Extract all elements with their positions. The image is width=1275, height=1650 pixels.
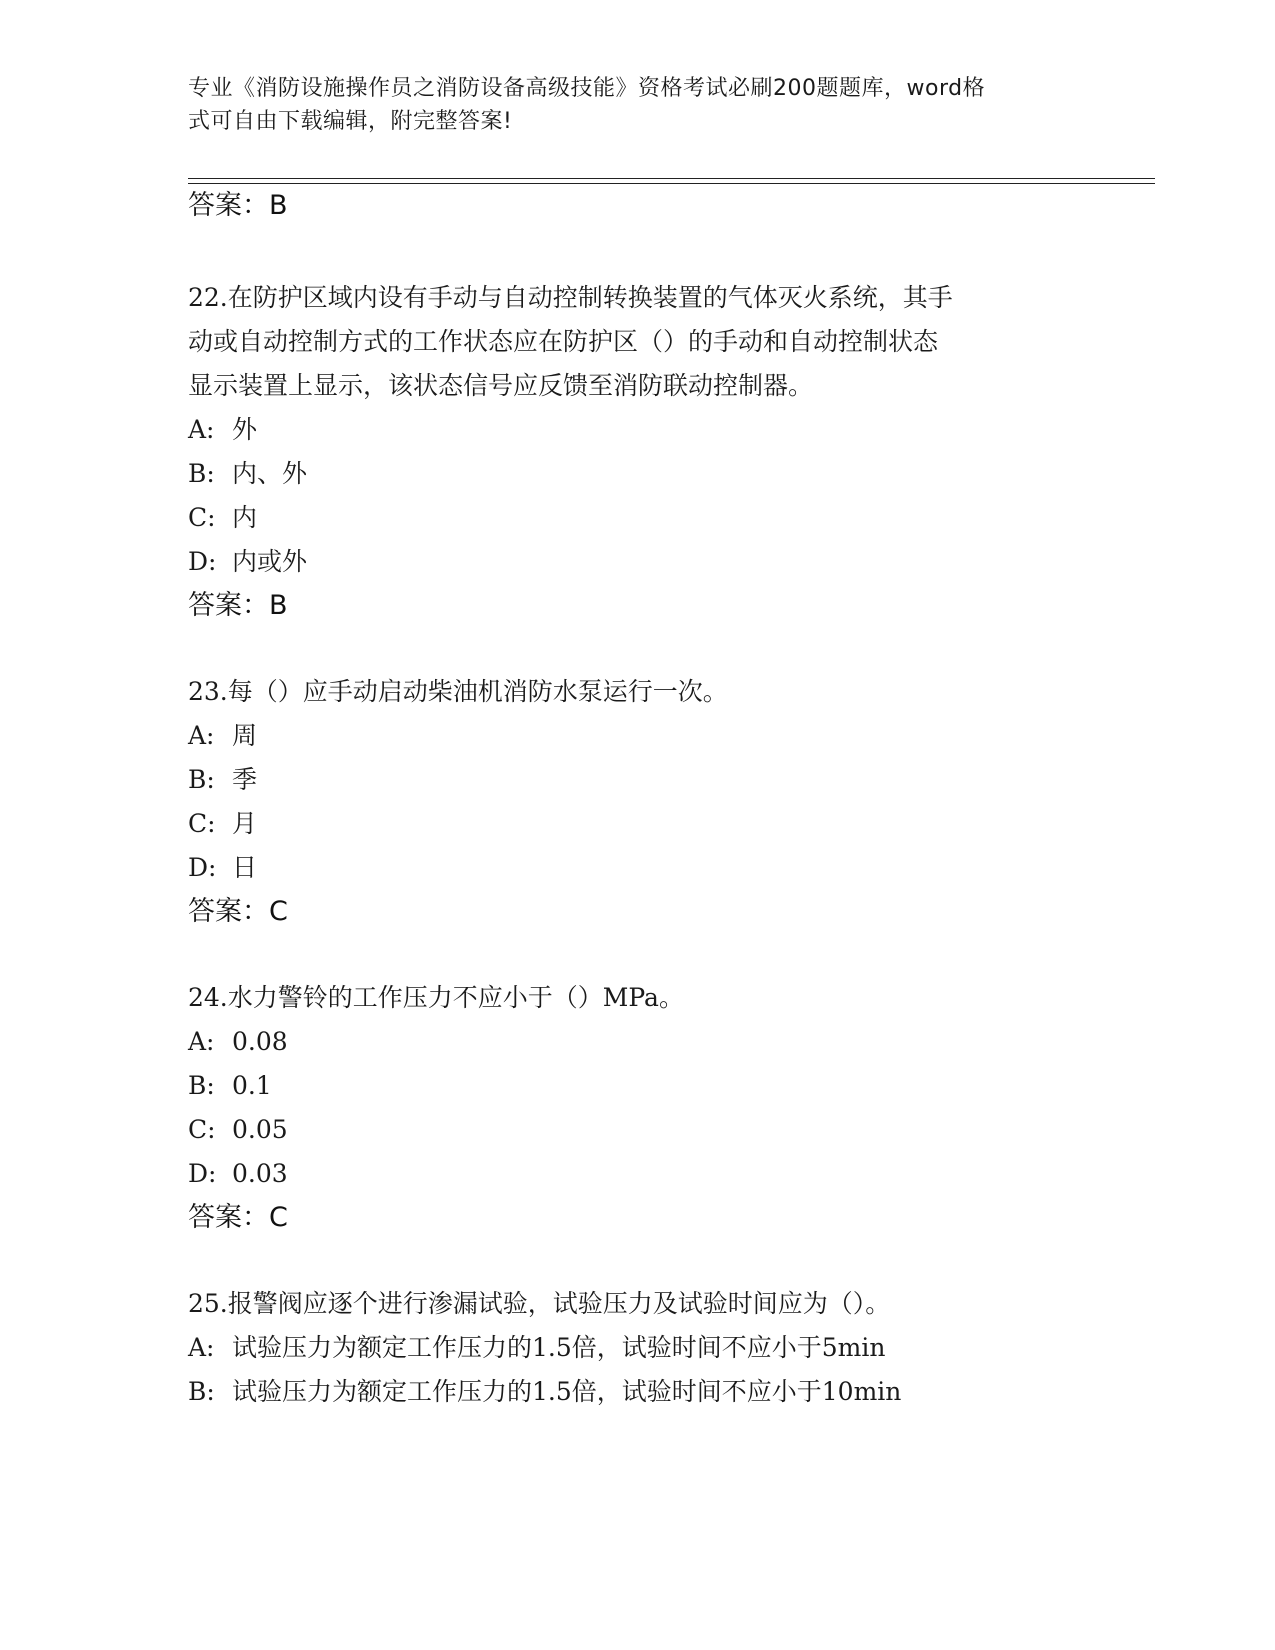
option-text: 内、外 — [232, 459, 308, 488]
option-letter: C: — [188, 503, 216, 532]
option-letter: D: — [188, 547, 217, 576]
header-rule-top — [188, 178, 1155, 179]
question-22-option-c — [188, 502, 257, 534]
question-23-answer: 答案：C — [188, 896, 288, 927]
option-letter: B: — [188, 1377, 215, 1406]
question-22-answer: 答案：B — [188, 590, 288, 621]
question-23-stem-line-1: 23.每（）应手动启动柴油机消防水泵运行一次。 — [188, 677, 728, 706]
option-text: 试验压力为额定工作压力的1.5倍，试验时间不应小于10min — [232, 1377, 902, 1406]
prev-answer: 答案：B — [188, 190, 288, 221]
question-25-option-b — [188, 1376, 901, 1408]
option-text: 0.08 — [232, 1027, 288, 1056]
option-letter: A: — [188, 415, 215, 444]
option-text: 0.03 — [232, 1159, 288, 1188]
option-letter: B: — [188, 765, 215, 794]
option-text: 内或外 — [232, 547, 308, 576]
header-line-2: 式可自由下载编辑，附完整答案! — [188, 109, 513, 134]
question-24-option-a — [188, 1026, 288, 1058]
option-text: 月 — [232, 809, 258, 838]
option-text: 0.1 — [232, 1071, 272, 1100]
option-letter: A: — [188, 1027, 215, 1056]
question-22-option-d — [188, 546, 307, 578]
question-22-stem-line-2: 动或自动控制方式的工作状态应在防护区（）的手动和自动控制状态 — [188, 327, 939, 356]
option-text: 试验压力为额定工作压力的1.5倍，试验时间不应小于5min — [232, 1333, 886, 1362]
header-line-1: 专业《消防设施操作员之消防设备高级技能》资格考试必刷200题题库，word格 — [188, 76, 986, 101]
option-letter: D: — [188, 853, 217, 882]
option-letter: C: — [188, 1115, 216, 1144]
option-letter: B: — [188, 1071, 215, 1100]
option-letter: A: — [188, 1333, 215, 1362]
question-22-option-b — [188, 458, 307, 490]
option-text: 0.05 — [232, 1115, 288, 1144]
question-24-option-b — [188, 1070, 272, 1102]
option-letter: D: — [188, 1159, 217, 1188]
option-text: 外 — [232, 415, 258, 444]
option-letter: A: — [188, 721, 215, 750]
question-22-stem-line-1: 22.在防护区域内设有手动与自动控制转换装置的气体灭火系统，其手 — [188, 283, 953, 312]
question-22-option-a — [188, 414, 257, 446]
option-letter: B: — [188, 459, 215, 488]
question-23-option-a — [188, 720, 257, 752]
question-25-option-a — [188, 1332, 885, 1364]
option-text: 日 — [232, 853, 258, 882]
document-header — [188, 72, 1078, 138]
option-text: 周 — [232, 721, 258, 750]
header-rule-bottom — [188, 183, 1155, 184]
question-24-stem-line-1: 24.水力警铃的工作压力不应小于（）MPa。 — [188, 983, 684, 1012]
question-24-option-d — [188, 1158, 288, 1190]
option-text: 内 — [232, 503, 258, 532]
question-23-option-d — [188, 852, 257, 884]
option-letter: C: — [188, 809, 216, 838]
question-25-stem-line-1: 25.报警阀应逐个进行渗漏试验，试验压力及试验时间应为（）。 — [188, 1289, 891, 1318]
question-24-option-c — [188, 1114, 288, 1146]
question-23-option-c — [188, 808, 257, 840]
question-23-option-b — [188, 764, 257, 796]
option-text: 季 — [232, 765, 258, 794]
question-22-stem-line-3: 显示装置上显示，该状态信号应反馈至消防联动控制器。 — [188, 371, 814, 400]
question-24-answer: 答案：C — [188, 1202, 288, 1233]
